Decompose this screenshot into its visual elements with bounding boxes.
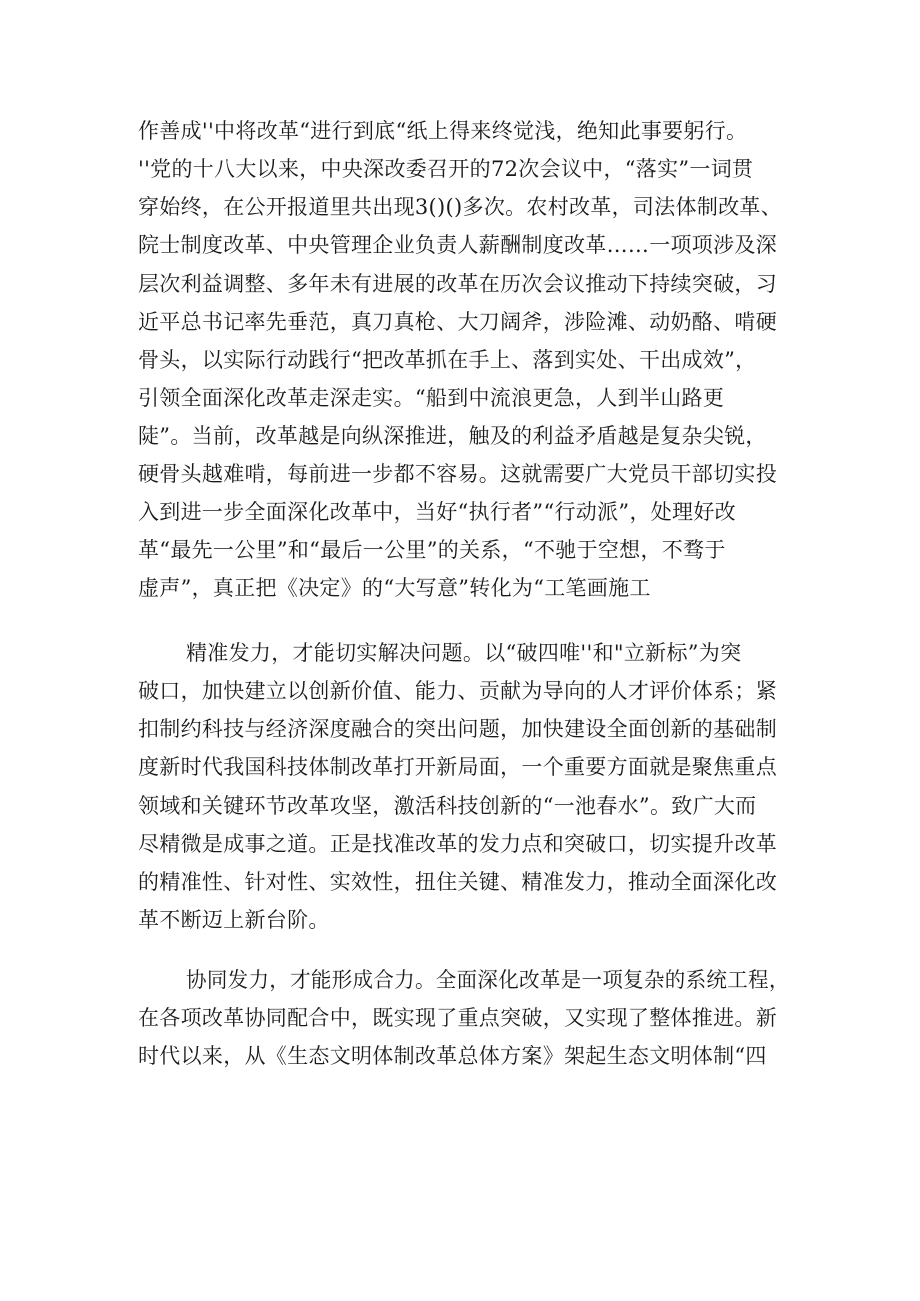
paragraph-1-line-9: 陡”。当前，改革越是向纵深推进，触及的利益矛盾越是复杂尖锐，: [138, 424, 767, 448]
paragraph-3-line-1: 协同发力，才能形成合力。全面深化改革是一项复杂的系统工程，: [186, 968, 790, 992]
paragraph-1-line-11: 入到进一步全面深化改革中，当好“执行者”“行动派”，处理好改: [138, 500, 736, 524]
paragraph-1-line-13: 虚声”，真正把《决定》的“大写意”转化为“工笔画施工: [138, 576, 651, 600]
paragraph-2-line-1: 精准发力，才能切实解决问题。以“破四唯''和"立新标”为突: [186, 641, 742, 665]
paragraph-1-line-7: 骨头，以实际行动践行“把改革抓在手上、落到实处、干出成效”，: [138, 348, 757, 372]
paragraph-2-line-7: 的精准性、针对性、实效性，扭住关键、精准发力，推动全面深化改: [138, 870, 777, 894]
paragraph-1-line-8: 引领全面深化改革走深走实。“船到中流浪更急，人到半山路更: [138, 386, 725, 410]
paragraph-1-line-2: ''党的十八大以来，中央深改委召开的72次会议中，“落实”一词贯: [138, 157, 754, 181]
paragraph-2-line-8: 革不断迈上新台阶。: [138, 908, 330, 932]
paragraph-2-line-5: 领域和关键环节改革攻坚，激活科技创新的“一池春水”。致广大而: [138, 794, 757, 818]
paragraph-2-line-6: 尽精微是成事之道。正是找准改革的发力点和突破口，切实提升改革: [138, 832, 777, 856]
paragraph-1-line-4: 院士制度改革、中央管理企业负责人薪酬制度改革……一项项涉及深: [138, 233, 777, 257]
paragraph-3-line-2: 在各项改革协同配合中，既实现了重点突破，又实现了整体推进。新: [138, 1006, 777, 1030]
paragraph-2-line-4: 度新时代我国科技体制改革打开新局面，一个重要方面就是聚焦重点: [138, 755, 777, 779]
paragraph-2-line-2: 破口，加快建立以创新价值、能力、贡献为导向的人才评价体系；紧: [138, 679, 777, 703]
paragraph-2-line-3: 扣制约科技与经济深度融合的突出问题，加快建设全面创新的基础制: [138, 717, 777, 741]
paragraph-1-line-3: 穿始终，在公开报道里共出现3()()多次。农村改革，司法体制改革、: [138, 195, 783, 219]
paragraph-1-line-1: 作善成''中将改革“进行到底“纸上得来终觉浅，绝知此事要躬行。: [138, 119, 748, 143]
paragraph-1-line-5: 层次利益调整、多年未有进展的改革在历次会议推动下持续突破，习: [138, 272, 777, 296]
paragraph-1-line-12: 革“最先一公里”和“最后一公里”的关系，“不驰于空想，不骛于: [138, 538, 726, 562]
paragraph-1-line-6: 近平总书记率先垂范，真刀真枪、大刀阔斧，涉险滩、动奶酪、啃硬: [138, 310, 777, 334]
paragraph-1-line-10: 硬骨头越难啃，每前进一步都不容易。这就需要广大党员干部切实投: [138, 462, 777, 486]
paragraph-3-line-3: 时代以来，从《生态文明体制改革总体方案》架起生态文明体制“四: [138, 1044, 767, 1068]
